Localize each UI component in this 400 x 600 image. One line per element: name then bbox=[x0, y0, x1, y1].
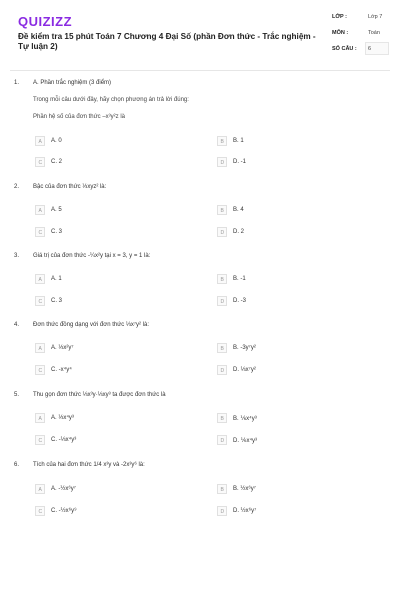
count-row bbox=[330, 42, 390, 56]
option-letter-box: D bbox=[217, 435, 227, 445]
option-letter-box: A bbox=[35, 413, 45, 423]
option-a[interactable] bbox=[35, 413, 185, 425]
option-letter-box: C bbox=[35, 365, 45, 375]
question-instruction: Trong mỗi câu dưới đây, hãy chọn phương án trả lời đúng: bbox=[33, 97, 189, 103]
option-label: C. -⅓x⁴y³ bbox=[51, 437, 77, 443]
question-number: 3. bbox=[14, 253, 20, 259]
header-divider bbox=[10, 70, 390, 71]
option-label: D. 2 bbox=[233, 229, 245, 235]
option-label: D. -1 bbox=[233, 159, 247, 165]
question-text: Bậc của đơn thức ⅓xyz² là: bbox=[33, 184, 107, 190]
option-label: D. ½x⁶y⁷ bbox=[233, 508, 257, 514]
option-d[interactable] bbox=[217, 296, 367, 308]
option-label: C. -x⁴y⁴ bbox=[51, 367, 72, 373]
option-d[interactable] bbox=[217, 365, 367, 377]
option-letter-box: B bbox=[217, 343, 227, 353]
option-label: B. 4 bbox=[233, 207, 244, 213]
option-c[interactable] bbox=[35, 365, 185, 377]
option-letter-box: A bbox=[35, 205, 45, 215]
question-number: 6. bbox=[14, 462, 20, 468]
option-label: A. -½x⁶y⁷ bbox=[51, 486, 76, 492]
option-label: B. 1 bbox=[233, 138, 244, 144]
option-b[interactable] bbox=[217, 413, 367, 425]
option-letter-box: C bbox=[35, 506, 45, 516]
option-label: A. ⅓x⁴y³ bbox=[51, 415, 74, 421]
option-label: A. 5 bbox=[51, 207, 62, 213]
option-b[interactable] bbox=[217, 274, 367, 286]
question-text: Tích của hai đơn thức 1/4 x³y và -2x³y⁶ là: bbox=[33, 462, 145, 468]
option-label: C. 3 bbox=[51, 229, 63, 235]
option-letter-box: A bbox=[35, 484, 45, 494]
option-letter-box: D bbox=[217, 157, 227, 167]
option-letter-box: D bbox=[217, 296, 227, 306]
option-c[interactable] bbox=[35, 506, 185, 518]
option-d[interactable] bbox=[217, 506, 367, 518]
option-label: B. -3y⁷y² bbox=[233, 345, 256, 351]
question-text: Thu gọn đơn thức ⅓x³y·⅓xy³ ta được đơn thức là bbox=[33, 392, 166, 398]
option-label: D. ⅓x⁷y² bbox=[233, 367, 256, 373]
option-letter-box: A bbox=[35, 343, 45, 353]
question-prompt: Phần hệ số của đơn thức –x³y²z là bbox=[33, 114, 125, 120]
option-letter-box: D bbox=[217, 365, 227, 375]
option-label: D. ⅙x⁴y³ bbox=[233, 438, 258, 444]
option-letter-box: C bbox=[35, 296, 45, 306]
option-letter-box: B bbox=[217, 484, 227, 494]
option-letter-box: B bbox=[217, 413, 227, 423]
option-letter-box: C bbox=[35, 227, 45, 237]
option-a[interactable] bbox=[35, 205, 185, 217]
option-label: C. 2 bbox=[51, 159, 63, 165]
option-b[interactable] bbox=[217, 136, 367, 148]
option-c[interactable] bbox=[35, 157, 185, 169]
option-letter-box: D bbox=[217, 227, 227, 237]
class-label: LỚP : bbox=[332, 14, 347, 20]
option-label: C. 3 bbox=[51, 298, 63, 304]
question-text: A. Phần trắc nghiệm (3 điểm) bbox=[33, 80, 112, 86]
question-text: Đơn thức đồng dạng với đơn thức ⅓x⁷y² là: bbox=[33, 322, 150, 328]
option-a[interactable] bbox=[35, 484, 185, 496]
option-a[interactable] bbox=[35, 274, 185, 286]
option-letter-box: A bbox=[35, 274, 45, 284]
option-letter-box: B bbox=[217, 205, 227, 215]
option-label: A. ⅓x²y⁷ bbox=[51, 345, 74, 351]
option-d[interactable] bbox=[217, 227, 367, 239]
worksheet-header bbox=[0, 0, 400, 70]
subject-row bbox=[330, 26, 390, 40]
question-number: 5. bbox=[14, 392, 20, 398]
option-label: B. ½x⁶y⁷ bbox=[233, 486, 256, 492]
question-number: 1. bbox=[14, 80, 20, 86]
option-letter-box: B bbox=[217, 274, 227, 284]
option-letter-box: C bbox=[35, 435, 45, 445]
option-b[interactable] bbox=[217, 343, 367, 355]
option-b[interactable] bbox=[217, 484, 367, 496]
option-a[interactable] bbox=[35, 136, 185, 148]
option-label: D. -3 bbox=[233, 298, 247, 304]
question-text: Giá trị của đơn thức -¼x²y tại x = 3, y = 1 là: bbox=[33, 253, 151, 259]
option-a[interactable] bbox=[35, 343, 185, 355]
count-label: SỐ CÂU : bbox=[332, 46, 357, 52]
option-label: A. 0 bbox=[51, 138, 62, 144]
class-value: Lớp 7 bbox=[368, 14, 383, 20]
class-row bbox=[330, 10, 390, 24]
question-number: 4. bbox=[14, 322, 20, 328]
option-label: B. ⅙x⁴y³ bbox=[233, 416, 257, 422]
subject-value: Toán bbox=[368, 30, 380, 36]
option-d[interactable] bbox=[217, 157, 367, 169]
worksheet-title: Đề kiểm tra 15 phút Toán 7 Chương 4 Đại Số (phần Đơn thức - Trắc nghiệm - Tự luận 2) bbox=[18, 32, 316, 51]
option-b[interactable] bbox=[217, 205, 367, 217]
option-c[interactable] bbox=[35, 435, 185, 447]
option-label: C. -½x⁶y⁹ bbox=[51, 508, 77, 514]
option-c[interactable] bbox=[35, 296, 185, 308]
quizizz-logo: QUIZIZZ bbox=[18, 14, 73, 29]
option-label: B. -1 bbox=[233, 276, 246, 282]
option-letter-box: D bbox=[217, 506, 227, 516]
option-d[interactable] bbox=[217, 435, 367, 447]
count-value: 6 bbox=[368, 46, 372, 52]
option-letter-box: B bbox=[217, 136, 227, 146]
option-letter-box: C bbox=[35, 157, 45, 167]
subject-label: MÔN : bbox=[332, 30, 349, 36]
option-c[interactable] bbox=[35, 227, 185, 239]
option-label: A. 1 bbox=[51, 276, 62, 282]
option-letter-box: A bbox=[35, 136, 45, 146]
question-number: 2. bbox=[14, 184, 20, 190]
